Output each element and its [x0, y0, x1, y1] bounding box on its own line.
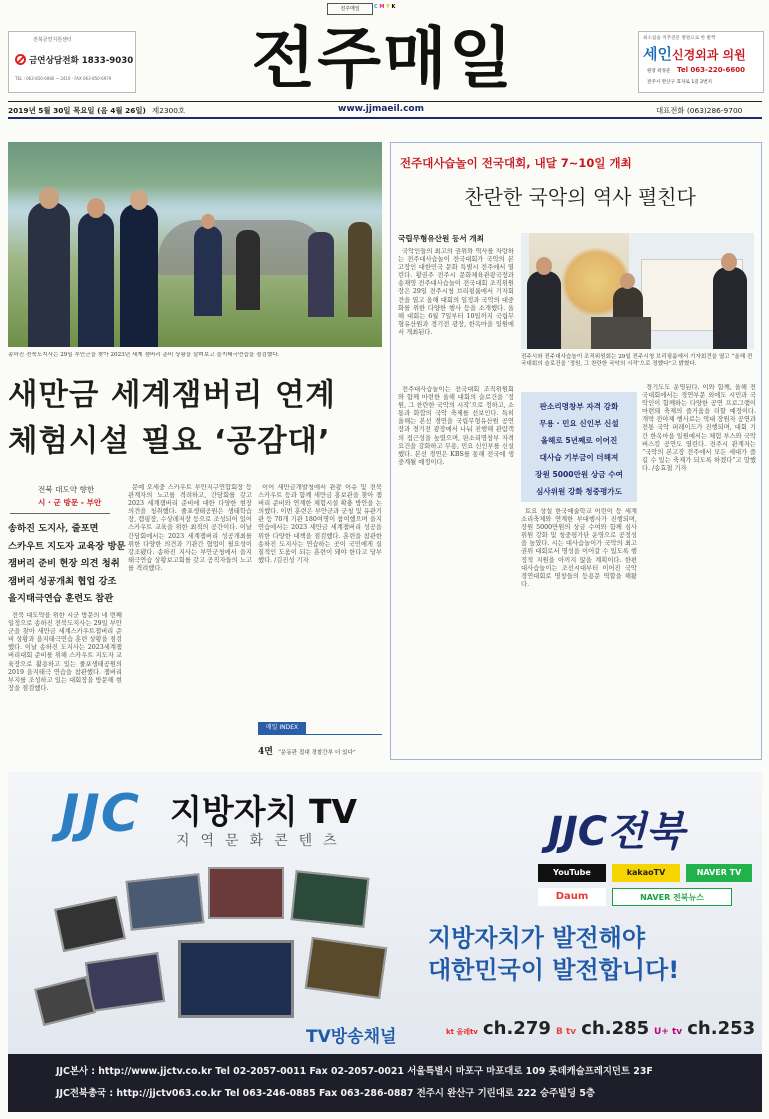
platform-naver-news: NAVER 전북뉴스 [612, 888, 732, 906]
subhead-4: 잼버리 성공개최 협업 강조 [8, 575, 117, 587]
right-col-1 [398, 248, 514, 384]
platform-daum: Daum [538, 888, 606, 906]
ad-right-top: 최소침습 척추전문 병원으로 한 발짝 [643, 36, 716, 41]
index-label: 매일 INDEX [258, 722, 306, 734]
index-title: “운동판 접대 경찰간부 더 있다” [278, 750, 356, 756]
subhead-2: 스카우트 지도자 교육장 방문 [8, 540, 126, 552]
site-url[interactable]: www.jjmaeil.com [338, 104, 424, 114]
issue-number: 제2300호 [152, 106, 186, 115]
channel-uplus [654, 1018, 755, 1039]
channel-btv [556, 1018, 649, 1039]
highlight-line-4: 대사습 기부금이 더해져 [539, 453, 619, 462]
cmyk-k: K [391, 4, 396, 10]
top-story-body-3: 이어 새만금개발청에서 관광 이슈 및 전북 스카우트 등과 함께 새만금 홍보관을 찾아 잼버리 준비와 연계한 체험시설 확충 방안을 논의했다. 이번 훈련은 부안군과 군청 및 유관기관 등 70개 기관 180여명이 참여했으며 을지연습에서는 2023 새만금 세계잼버리 성공을 위한 다양한 대책을 점검했다. 훈련을 참관한 송하진 도지사는 연습하는 곳이 국민에게 실질적인 도움이 되는 훈련이 돼야 한다고 당부했다. /김진성 기자 [258, 484, 382, 564]
subhead-5: 을지태극연습 훈련도 참관 [8, 593, 114, 604]
platform-youtube: YouTube [538, 864, 606, 882]
channels-label: TV방송채널 [306, 1027, 397, 1047]
channel-uplus-name: U+ tv [654, 1027, 683, 1037]
ad-left-main: 금연상담전화 1833-9030 [29, 56, 134, 66]
masthead-title: 전주매일 [251, 20, 515, 97]
ad-slogan-2: 대한민국이 발전합니다! [428, 956, 680, 984]
right-col-4 [642, 384, 756, 750]
highlight-line-1: 판소리명창부 자격 강화 [539, 402, 619, 411]
subhead-1: 송하진 도지사, 줄포면 [8, 523, 99, 534]
headline-line-2: 체험시설 필요 ‘공감대’ [8, 424, 331, 459]
date-bar-top-rule [8, 101, 762, 102]
subhead-3: 잼버리 준비 현장 의견 청취 [8, 558, 120, 569]
top-story-col-3 [258, 484, 382, 702]
highlight-line-3: 올해로 5년째로 이어진 [540, 436, 618, 445]
highlight-box [521, 392, 637, 502]
top-story-body-2: 문예 오세중 스카우트 부안지구연합회장 등 관계자의 노고를 격려하고, 간담회를 갖고 2023 세계잼버리 준비에 대한 다양한 현장 의견을 청취했다. 줄포생태공원은 생태학습장, 캠핑장, 수상레저장 등으로 조성되어 있어 스카우트 교육을 위한 최적의 공간이다. 이날 간담회에서는 2023 세계잼버리 성공개최를 위한 다양한 의견과 기관간 협업이 필요성이 강조됐다. 송하진 지사는 부안군청에서 을지태극연습 상황보고회를 갖고 공직자들의 노고를 격려했다. [128, 484, 252, 572]
highlight-line-6: 심사위원 강화 청중평가도 [536, 487, 622, 496]
ad-slogan-1: 지방자치가 발전해야 [428, 924, 646, 952]
ad-sein-clinic[interactable] [638, 31, 764, 93]
ad-subtitle: 지역문화콘텐츠 [176, 833, 348, 849]
ad-contact-2: JJC전북총국 : http://jjctv063.co.kr Tel 063-246-0885 Fax 063-286-0887 전주시 완산구 기린대로 222 승주빌딩 5층 [56, 1088, 595, 1099]
clinic-director: 원장 곽경준 [647, 69, 671, 74]
right-col-2 [398, 386, 514, 750]
print-mark: 전주매일 [327, 3, 373, 15]
platform-navertv: NAVER TV [686, 864, 752, 882]
headline-line-1: 새만금 세계잼버리 연계 [8, 378, 336, 413]
cmyk-y: Y [386, 4, 390, 10]
ad-left-line: TEL : 063-850-6980 ~ 2410 · FAX 063-850-6979 [15, 76, 112, 81]
ad-quit-smoking[interactable] [8, 31, 136, 93]
top-story-col-2 [128, 484, 252, 760]
channel-kt-name: kt 올레tv [446, 1028, 478, 1036]
jjc-jeonbuk-logo: JJC전북 [548, 809, 685, 855]
jjc-tv-ad[interactable] [8, 772, 762, 1112]
index-rule [258, 734, 382, 735]
right-kicker: 전주대사습놀이 전국대회, 내달 7~10일 개최 [400, 156, 632, 170]
right-headline: 찬란한 국악의 역사 펼친다 [464, 185, 696, 209]
cmyk-m: M [379, 4, 385, 10]
ad-brand: JJC [60, 784, 140, 844]
top-story-col-1 [8, 612, 122, 760]
cmyk-marks [374, 4, 395, 10]
ad-left-top: 전북금연지원센터 [33, 37, 72, 43]
clinic-name [643, 43, 746, 64]
phone-number: 대표전화 (063)286-9700 [656, 106, 743, 115]
clinic-address: 전주시 완산구 효자로 1길 2번지 [647, 80, 712, 85]
clinic-name-b: 신경외과 의원 [671, 48, 746, 62]
index-entry[interactable] [258, 739, 388, 758]
right-lead: 국립무형유산원 등서 개최 [398, 234, 484, 243]
kicker-rule [10, 513, 110, 514]
right-body-3: 토요 상설 한국예술학교 어린이 등 세계 소리축제와 연계한 부대행사가 진행되며, 장원 5000만원의 상금 수여와 함께 심사위원 강화 및 청중평가단 운영으로 공정성을 높였다. 시는 대사습놀이가 국악의 최고 권위 대회로서 명성을 이어갈 수 있도록 행정적 지원을 아끼지 않을 계획이다. 한편 대사습놀이는 조선시대부터 이어진 국악 경연대회로 명창들의 등용문 역할을 해왔다. [521, 508, 637, 588]
cmyk-c: C [374, 4, 378, 10]
ad-title: 지방자치 TV [170, 792, 358, 831]
ad-contact-1: JJC본사 : http://www.jjctv.co.kr Tel 02-2057-0011 Fax 02-2057-0021 서울특별시 마포구 마포대로 109 롯데캐슬프레지던트 23F [56, 1066, 653, 1077]
date-bar-bottom-rule [8, 117, 762, 119]
channel-uplus-num: ch.253 [687, 1018, 756, 1039]
press-photo-caption: 전주시와 전주대사습놀이 조직위원회는 29일 전주시청 브리핑룸에서 기자회견을 열고 “올해 전국대회의 슬로건을 ‘정원, 그 찬란한 국악의 시작’으로 정했다”고 밝혔다. [521, 354, 753, 367]
clinic-name-a: 세인 [643, 45, 672, 63]
right-body-1: 국악인들의 최고의 권위와 역사를 자랑하는 전주대사습놀이 전국대회가 국악의 본고장인 대한민국 문화 특별시 전주에서 열린다. 황권주 전주시 문화체육관광국장과 송재영 전주대사습놀이 전국대회 조직위원장은 29일 전주시청 브리핑룸에서 기자회견을 열고 올해 대회의 일정과 국악의 대중화를 위한 다양한 행사 등을 소개했다. 올해 대회는 6월 7일부터 10일까지 국립무형유산원과 경기전 광장, 한옥마을 일원에서 개최된다. [398, 248, 514, 336]
channel-kt-num: ch.279 [482, 1018, 551, 1039]
tv-screens [28, 862, 408, 1042]
channel-btv-num: ch.285 [581, 1018, 650, 1039]
kicker-1: 전북 대도약 향한 [38, 485, 95, 494]
subheads [8, 520, 126, 608]
highlight-line-5: 장원 5000만원 상금 수여 [535, 470, 623, 479]
highlight-line-2: 무용 · 민요 신인부 신설 [539, 419, 619, 428]
clinic-tel: Tel 063-220-6600 [677, 66, 745, 74]
channel-kt [446, 1018, 551, 1039]
index-page: 4면 [258, 747, 273, 757]
right-col-3 [521, 508, 637, 750]
platform-kakaotv: kakaoTV [612, 864, 680, 882]
no-smoking-icon [15, 54, 26, 65]
right-body-4: 경기도도 운영된다. 이와 함께, 올해 전국대회에서는 경연부문 외에도 시민과 국악인이 함께하는 다양한 공연 프로그램이 마련돼 축제의 즐거움을 더할 예정이다. 개막 전야제 행사로는 역대 장원자 공연과 전통 국악 퍼레이드가 진행되며, 대회 기간 한옥마을 일원에서는 체험 부스와 국악 버스킹 공연도 열린다. 전주시 관계자는 “국악의 본고장 전주에서 모든 세대가 즐길 수 있는 축제가 되도록 하겠다”고 말했다. /송효철 기자 [642, 384, 756, 472]
right-body-2: 전주대사습놀이는 전국대회 조직위원회와 함께 마련한 올해 대회의 슬로건을 ‘정원, 그 찬란한 국악의 시작’으로 정하고, 소통과 화합의 국악 축제를 선보인다. 특히 올해는 본선 경연을 국립무형유산원 공연장과 경기전 광장에서 나눠 진행해 관람객의 접근성을 높였으며, 판소리명창부 자격 요건을 강화하고 무용, 민요 신인부를 신설했다. 본선 경연은 KBS를 통해 전국에 생중계될 예정이다. [398, 386, 514, 466]
press-conference-photo [521, 233, 754, 349]
kicker-2: 시 · 군 방문 - 부안 [38, 498, 102, 507]
jamboree-photo [8, 142, 382, 347]
issue-date: 2019년 5월 30일 목요일 (음 4월 26일) [8, 106, 146, 115]
jamboree-photo-caption: 송하진 전북도지사는 29일 부안군을 찾아 2023년 세계 잼버리 준비 상황을 살펴보고 을지태극연습을 점검했다. [8, 352, 280, 358]
channel-btv-name: B tv [556, 1027, 577, 1037]
top-story-body-1: 전북 대도약을 위한 시군 방문의 네 번째 일정으로 송하진 전북도지사는 29일 부안군을 찾아 새만금 세계스카우트잼버리 준비 상황과 을지태극연습 훈련 상황을 점검했다. 이날 송하진 도지사는 2023세계잼버리대회 준비를 위해 스카우트 지도자 교육장으로 활용하고 있는 줄포생태공원의 2019 을지태극 연습을 참관했다. 잼버리 부지를 조성하고 있는 대회장을 방문해 현장을 점검했다. [8, 612, 122, 692]
